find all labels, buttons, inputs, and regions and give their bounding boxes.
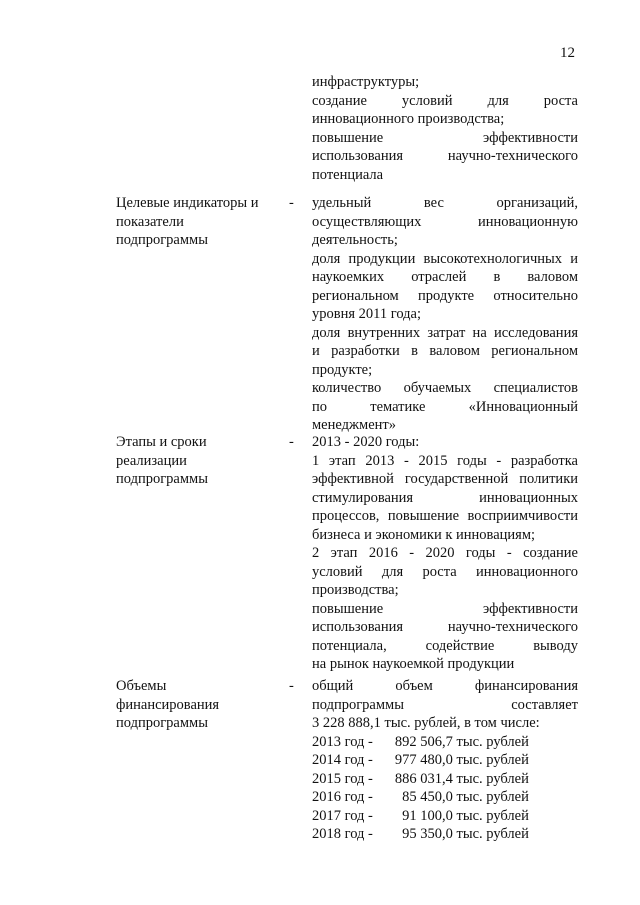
funding-amount: 892 506,7 тыс. рублей (394, 733, 529, 750)
text-line: и разработки в валовом региональном (312, 343, 578, 359)
section-content (312, 677, 578, 844)
label-line: Объемы (116, 678, 167, 694)
text-line: повышение эффективности (312, 600, 578, 617)
text-line: стимулирования инновационных (312, 489, 578, 506)
text-line: эффективной государственной политики (312, 471, 578, 487)
funding-year-row (312, 807, 578, 826)
section-dash: - (289, 195, 294, 211)
section-content (312, 194, 578, 435)
funding-amount: 95 350,0 тыс. рублей (402, 826, 529, 842)
text-line: создание условий для роста (312, 92, 578, 109)
funding-year: 2017 год - (312, 807, 373, 824)
text-line: подпрограммы составляет (312, 696, 578, 713)
label-line: подпрограммы (116, 232, 208, 248)
section-content (312, 433, 578, 674)
text-line: удельный вес организаций, (312, 195, 578, 211)
label-line: реализации (116, 452, 187, 469)
funding-amount: 886 031,4 тыс. рублей (394, 770, 529, 787)
funding-year-row (312, 770, 578, 789)
section-label (116, 194, 281, 250)
text-line: доля продукции высокотехнологичных и (312, 250, 578, 267)
section-dash: - (289, 434, 294, 450)
text-line: использования научно-технического (312, 619, 578, 635)
section-label (116, 677, 281, 733)
text-line: общий объем финансирования (312, 678, 578, 694)
label-line: подпрограммы (116, 471, 208, 487)
funding-year-row (312, 733, 578, 752)
funding-amount: 85 450,0 тыс. рублей (402, 789, 529, 805)
funding-amount: 977 480,0 тыс. рублей (394, 752, 529, 768)
funding-year-row (312, 788, 578, 807)
label-line: Этапы и сроки (116, 434, 207, 450)
text-line: производства; (312, 582, 399, 598)
section-label (116, 433, 281, 489)
text-line: деятельность; (312, 232, 398, 248)
funding-amount: 91 100,0 тыс. рублей (402, 807, 529, 824)
label-line: финансирования (116, 696, 220, 713)
funding-year: 2015 год - (312, 770, 373, 787)
text-line: по тематике «Инновационный (312, 398, 578, 415)
text-line: 2013 - 2020 годы: (312, 434, 420, 450)
text-line: потенциала, содействие выводу (312, 637, 578, 654)
funding-year: 2018 год - (312, 826, 373, 842)
section-dash: - (289, 678, 294, 694)
page-number: 12 (560, 45, 575, 61)
text-line: наукоемких отраслей в валовом (312, 269, 578, 285)
text-line: осуществляющих инновационную (312, 213, 578, 230)
text-line: доля внутренних затрат на исследования (312, 324, 578, 341)
text-line: менеджмент» (312, 417, 396, 433)
text-line: потенциала (312, 166, 384, 183)
text-line: уровня 2011 года; (312, 306, 421, 322)
text-line: инфраструктуры; (312, 74, 420, 90)
funding-year: 2016 год - (312, 789, 373, 805)
text-line: количество обучаемых специалистов (312, 380, 578, 396)
label-line: Целевые индикаторы и (116, 195, 259, 211)
text-line: 2 этап 2016 - 2020 годы - создание (312, 545, 578, 561)
label-line: подпрограммы (116, 715, 208, 731)
text-line: условий для роста инновационного (312, 563, 578, 580)
funding-year: 2013 год - (312, 733, 373, 750)
text-line: на рынок наукоемкой продукции (312, 656, 515, 672)
text-line: использования научно-технического (312, 148, 578, 164)
text-line: бизнеса и экономики к инновациям; (312, 526, 536, 543)
funding-year-row (312, 825, 578, 844)
text-line: продукте; (312, 361, 373, 378)
text-line: 1 этап 2013 - 2015 годы - разработка (312, 452, 578, 469)
text-line: повышение эффективности (312, 129, 578, 146)
funding-year: 2014 год - (312, 752, 373, 768)
funding-year-row (312, 751, 578, 770)
text-line: региональном продукте относительно (312, 287, 578, 304)
text-line: 3 228 888,1 тыс. рублей, в том числе: (312, 715, 540, 731)
label-line: показатели (116, 213, 184, 230)
text-line: процессов, повышение восприимчивости (312, 508, 578, 524)
intro-continuation-text (312, 73, 578, 184)
text-line: инновационного производства; (312, 111, 505, 127)
